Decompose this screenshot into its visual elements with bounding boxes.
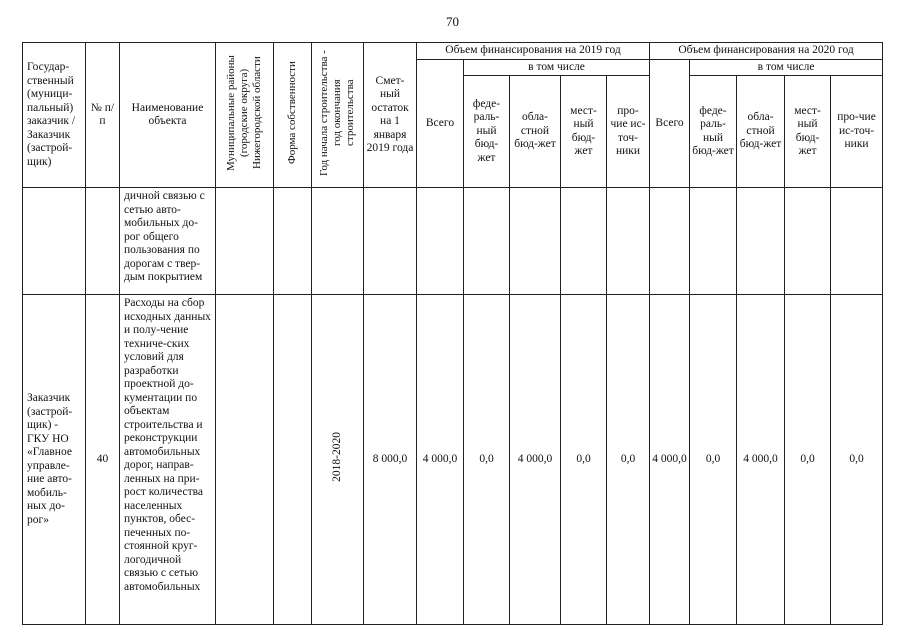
cell — [417, 188, 464, 295]
cell — [690, 188, 737, 295]
financing-table — [22, 42, 883, 625]
cell — [650, 188, 690, 295]
cell — [785, 188, 831, 295]
header-2020-other: про-чие ис-точ-ники — [831, 76, 883, 188]
header-2019-local: мест-ный бюд-жет — [561, 76, 607, 188]
object-name-continuation: дичной связью с сетью авто-мобильных до-рог общего пользования по дорогам с твер-дым покрытием — [120, 188, 216, 295]
header-2019-total: Всего — [417, 59, 464, 188]
cell — [464, 188, 510, 295]
header-num: № п/п — [86, 43, 120, 188]
cell — [510, 188, 561, 295]
cell — [312, 188, 364, 295]
cell — [737, 188, 785, 295]
header-2019-other: про-чие ис-точ-ники — [607, 76, 650, 188]
table-row-continuation — [23, 188, 883, 295]
header-ownership: Форма собственности — [274, 43, 312, 188]
row40-ownership — [274, 295, 312, 625]
header-2019-regional: обла-стной бюд-жет — [510, 76, 561, 188]
header-balance: Смет-ный остаток на 1 января 2019 года — [364, 43, 417, 188]
row40-num: 40 — [86, 295, 120, 625]
header-fin-2020: Объем финансирования на 2020 год — [650, 43, 883, 60]
row40-customer: Заказчик (застрой-щик) - ГКУ НО «Главное управле-ние авто-мобиль-ных до-рог» — [23, 295, 86, 625]
row40-2020-local: 0,0 — [785, 295, 831, 625]
cell — [23, 188, 86, 295]
row40-2020-other: 0,0 — [831, 295, 883, 625]
cell — [831, 188, 883, 295]
row40-2020-total: 4 000,0 — [650, 295, 690, 625]
row40-municipal — [216, 295, 274, 625]
header-2019-federal: феде-раль-ный бюд-жет — [464, 76, 510, 188]
table-row-40 — [23, 295, 883, 625]
header-2020-local: мест-ный бюд-жет — [785, 76, 831, 188]
page-number: 70 — [446, 14, 459, 29]
row40-2020-federal: 0,0 — [690, 295, 737, 625]
row40-object-name: Расходы на сбор исходных данных и полу-чение техниче-ских условий для разработки проектной до-кументации по объектам строительства и реконструкции автомобильных дорог, направ-ленных на при-рост количества населенных пунктов, обес-печенных по-стоянной круг-логодичной связью с сетью автомобильных — [120, 295, 216, 625]
cell — [274, 188, 312, 295]
header-2020-federal: феде-раль-ный бюд-жет — [690, 76, 737, 188]
row40-2019-total: 4 000,0 — [417, 295, 464, 625]
header-fin-2019: Объем финансирования на 2019 год — [417, 43, 650, 60]
cell — [216, 188, 274, 295]
cell — [561, 188, 607, 295]
row40-balance: 8 000,0 — [364, 295, 417, 625]
header-years: Год начала строительства - год окончания строительства — [312, 43, 364, 188]
row40-2019-federal: 0,0 — [464, 295, 510, 625]
cell — [364, 188, 417, 295]
header-2020-regional: обла-стной бюд-жет — [737, 76, 785, 188]
header-2019-including: в том числе — [464, 59, 650, 76]
row40-years: 2018-2020 — [312, 295, 364, 625]
cell — [607, 188, 650, 295]
row40-2019-regional: 4 000,0 — [510, 295, 561, 625]
header-municipal: Муниципальные районы (городские округа) Нижегородской области — [216, 43, 274, 188]
header-object-name: Наименование объекта — [120, 43, 216, 188]
header-2020-total: Всего — [650, 59, 690, 188]
row40-2019-other: 0,0 — [607, 295, 650, 625]
row40-2020-regional: 4 000,0 — [737, 295, 785, 625]
row40-2019-local: 0,0 — [561, 295, 607, 625]
header-2020-including: в том числе — [690, 59, 883, 76]
cell — [86, 188, 120, 295]
header-customer: Государ-ственный (муници-пальный) заказчик / Заказчик (застрой-щик) — [23, 43, 86, 188]
